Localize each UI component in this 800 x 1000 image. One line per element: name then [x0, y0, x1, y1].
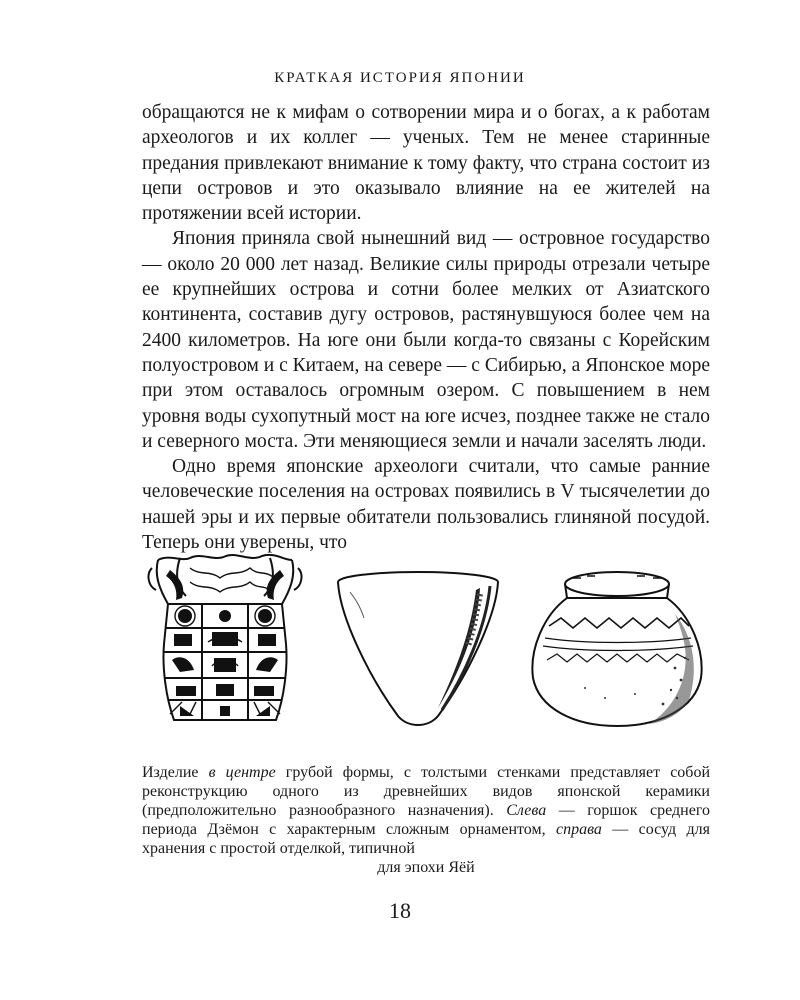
caption-last-line: для эпохи Яёй — [377, 859, 475, 876]
figure-caption — [142, 763, 710, 877]
caption-right-label: справа — [555, 821, 602, 838]
paragraph-3: Одно время японские археологи считали, что самые ранние человеческие поселения на островах появились в V тысячелетии до нашей эры и их первые обитатели пользовались глиняной посудой. Теперь они уверены, что — [142, 456, 710, 554]
rough-bowl-illustration — [330, 548, 505, 743]
running-head: КРАТКАЯ ИСТОРИЯ ЯПОНИИ — [274, 70, 526, 86]
caption-text-4: — сосуд для хранения с простой отделкой, типичной — [142, 821, 710, 857]
caption-text-2: грубой формы, с толстыми стенками представляет собой реконструкцию одного из древнейших видов японской керамики (предположительно разнообразного назначения). — [142, 764, 711, 819]
paragraph-1: обращаются не к мифам о сотворении мира и о богах, а к работам археологов и их коллег — ученых. Тем не менее старинные предания привлекают внимание к тому факту, что страна состоит из цепи островов и это оказывало влияние на ее жителей на протяжении всей истории. — [142, 102, 710, 225]
paragraph-2: Япония приняла свой нынешний вид — островное государство — около 20 000 лет назад. Великие силы природы отрезали четыре ее крупнейших острова и сотни более мелких от Азиатского континента, составив дугу островов, растянувшуюся более чем на 2400 километров. На юге они были когда-то связаны с Корейским полуостровом и с Китаем, на севере — с Сибирью, а Японское море при этом оставалось огромным озером. С повышением в нем уровня воды сухопутный мост на юге исчез, позднее также не стало и северного моста. Эти меняющиеся земли и начали заселять люди. — [142, 228, 710, 452]
jomon-pot-illustration — [130, 548, 320, 743]
yayoi-jar-illustration — [525, 548, 710, 743]
caption-center-label: в центре — [208, 764, 276, 781]
body-text — [142, 100, 710, 555]
page-number: 18 — [389, 898, 411, 923]
caption-text-1: Изделие — [142, 764, 209, 781]
caption-text-3: — горшок среднего периода Дзёмон с характерным сложным орнаментом, — [142, 802, 711, 838]
pottery-illustrations — [130, 548, 710, 743]
caption-left-label: Слева — [506, 802, 547, 819]
